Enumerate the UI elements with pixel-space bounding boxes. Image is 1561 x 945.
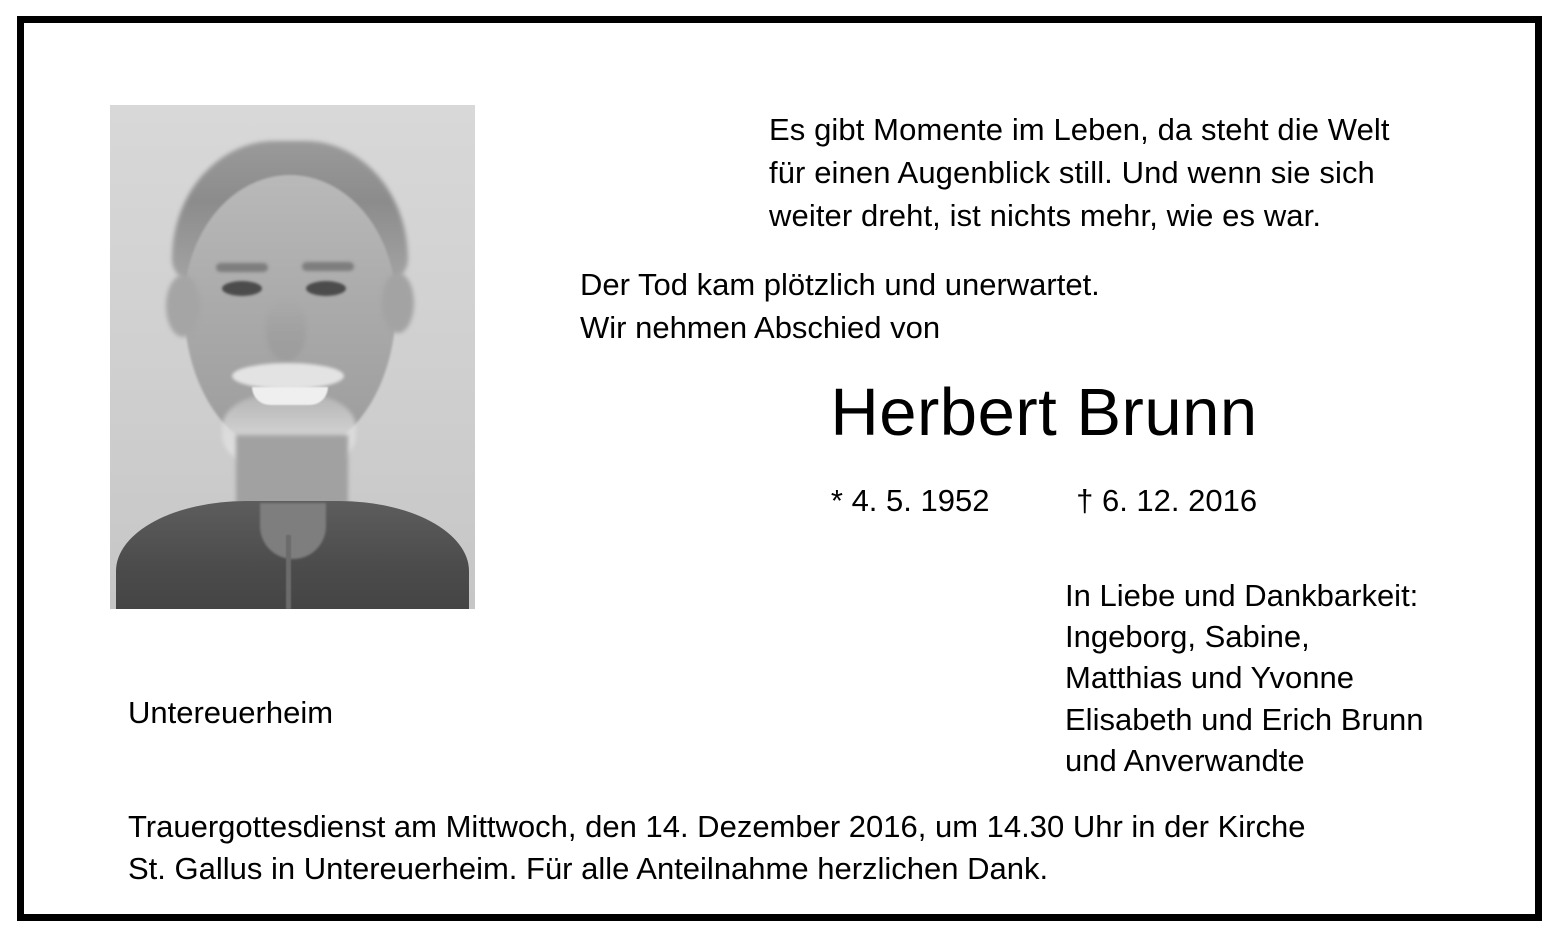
deceased-name: Herbert Brunn — [830, 375, 1258, 450]
family-line: und Anverwandte — [1065, 742, 1305, 778]
portrait-eyebrow-right — [302, 262, 354, 271]
family-line: In Liebe und Dankbarkeit: — [1065, 578, 1419, 613]
portrait-mustache — [232, 363, 344, 389]
family-line: Matthias und Yvonne — [1065, 660, 1354, 696]
place-name: Untereuerheim — [128, 695, 334, 730]
portrait-eye-left — [222, 281, 262, 296]
portrait-mouth — [252, 387, 328, 405]
obituary-notice-body — [24, 23, 1535, 914]
family-signatures — [1065, 575, 1535, 781]
portrait-nose — [266, 301, 306, 361]
birth-date: * 4. 5. 1952 — [830, 483, 990, 518]
intro-line: Wir nehmen Abschied von — [580, 309, 941, 345]
portrait-eye-right — [306, 281, 346, 296]
portrait-ear-right — [382, 273, 414, 333]
intro-text — [580, 264, 1480, 350]
portrait-photo — [110, 105, 475, 609]
life-dates — [579, 483, 1509, 519]
obituary-notice — [17, 16, 1542, 921]
portrait-ear-left — [166, 275, 200, 337]
quote-line: Es gibt Momente im Leben, da steht die Welt — [769, 112, 1390, 147]
portrait-placket — [286, 535, 291, 609]
funeral-service-details — [128, 806, 1488, 889]
memorial-quote — [769, 109, 1499, 237]
service-line: Trauergottesdienst am Mittwoch, den 14. Dezember 2016, um 14.30 Uhr in der Kirche — [128, 809, 1306, 844]
intro-line: Der Tod kam plötzlich und unerwartet. — [580, 267, 1100, 302]
portrait-eyebrow-left — [216, 263, 268, 272]
family-line: Ingeborg, Sabine, — [1065, 619, 1310, 655]
death-date: † 6. 12. 2016 — [1076, 483, 1258, 518]
service-line: St. Gallus in Untereuerheim. Für alle Anteilnahme herzlichen Dank. — [128, 850, 1049, 886]
family-line: Elisabeth und Erich Brunn — [1065, 701, 1424, 737]
quote-line: weiter dreht, ist nichts mehr, wie es war. — [769, 197, 1322, 233]
quote-line: für einen Augenblick still. Und wenn sie sich — [769, 154, 1375, 190]
